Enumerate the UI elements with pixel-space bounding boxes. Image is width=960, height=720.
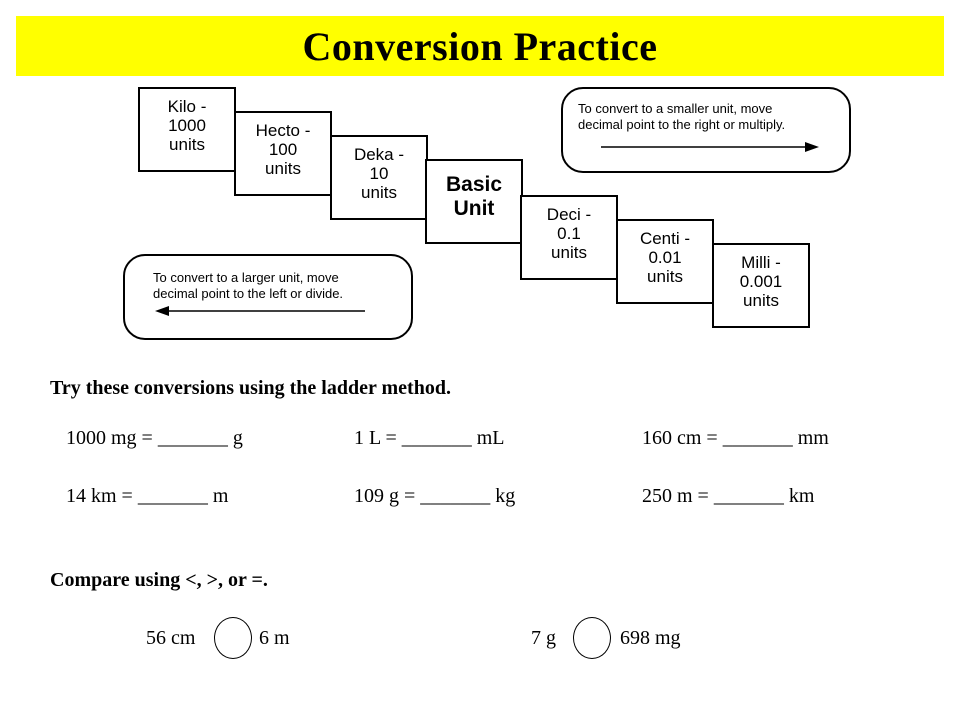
ladder-step-hecto: Hecto - 100 units bbox=[234, 111, 332, 196]
arrow-right-icon bbox=[601, 141, 821, 153]
ladder-step-centi: Centi - 0.01 units bbox=[616, 219, 714, 304]
compare-heading: Compare using <, >, or =. bbox=[50, 569, 268, 591]
problem-km-to-m: 14 km = _______ m bbox=[66, 485, 229, 507]
ladder-step-deka: Deka - 10 units bbox=[330, 135, 428, 220]
conversions-heading: Try these conversions using the ladder method. bbox=[50, 377, 451, 399]
problem-m-to-km: 250 m = _______ km bbox=[642, 485, 815, 507]
compare-2-left: 7 g bbox=[531, 627, 556, 649]
note-larger-line-1: To convert to a larger unit, move bbox=[153, 270, 339, 285]
title-banner bbox=[16, 16, 944, 76]
page-title: Conversion Practice bbox=[302, 23, 658, 69]
problem-g-to-kg: 109 g = _______ kg bbox=[354, 485, 516, 507]
arrow-left-icon bbox=[155, 305, 370, 317]
note-larger-unit bbox=[123, 254, 413, 340]
note-larger-line-2: decimal point to the left or divide. bbox=[153, 286, 344, 301]
note-smaller-line-2: decimal point to the right or multiply. bbox=[578, 117, 786, 132]
note-smaller-line-1: To convert to a smaller unit, move bbox=[578, 101, 773, 116]
problem-cm-to-mm: 160 cm = _______ mm bbox=[642, 427, 829, 449]
compare-2-answer-circle[interactable] bbox=[573, 617, 611, 659]
note-smaller-unit bbox=[561, 87, 851, 173]
compare-2-right: 698 mg bbox=[620, 627, 681, 649]
compare-1-left: 56 cm bbox=[146, 627, 196, 649]
compare-1-answer-circle[interactable] bbox=[214, 617, 252, 659]
compare-1-right: 6 m bbox=[259, 627, 290, 649]
ladder-step-kilo: Kilo - 1000 units bbox=[138, 87, 236, 172]
ladder-step-basic-unit: Basic Unit bbox=[425, 159, 523, 244]
problem-mg-to-g: 1000 mg = _______ g bbox=[66, 427, 243, 449]
ladder-step-deci: Deci - 0.1 units bbox=[520, 195, 618, 280]
ladder-step-milli: Milli - 0.001 units bbox=[712, 243, 810, 328]
problem-l-to-ml: 1 L = _______ mL bbox=[354, 427, 505, 449]
